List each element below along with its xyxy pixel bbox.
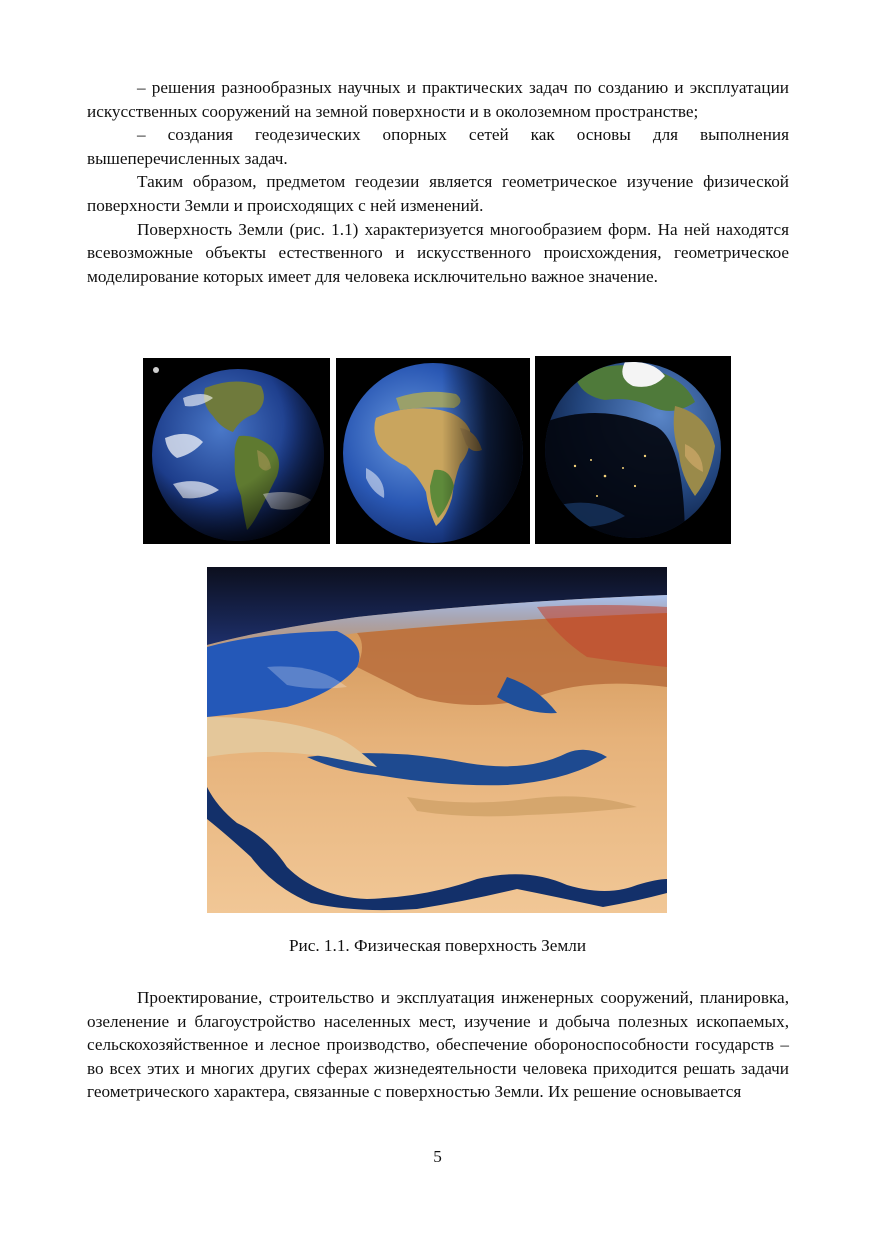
earth-africa-photo xyxy=(336,358,530,544)
text-block-bottom xyxy=(87,986,789,1104)
earth-americas-photo xyxy=(143,358,330,544)
figure-caption: Рис. 1.1. Физическая поверхность Земли xyxy=(288,936,587,955)
paragraph-bullet-2: – создания геодезических опорных сетей как основы для выполнения вышеперечисленных задач. xyxy=(87,125,789,168)
page-number: 5 xyxy=(433,1147,442,1166)
earth-arctic-night-photo xyxy=(535,356,731,544)
paragraph-bullet-1: – решения разнообразных научных и практических задач по созданию и эксплуатации искусственных сооружений на земной поверхности и в околоземном пространстве; xyxy=(87,78,789,121)
paragraph-surface: Поверхность Земли (рис. 1.1) характеризуется многообразием форм. На ней находятся всевозможные объекты естественного и искусственного происхождения, геометрическое моделирование которых имеет для человека исключительно важное значение. xyxy=(87,219,789,286)
paragraph-applications: Проектирование, строительство и эксплуатация инженерных сооружений, планировка, озеленение и благоустройство населенных мест, изучение и добыча полезных ископаемых, сельскохозяйственное и лесное производство, обеспечение обороноспособности государств – во всех этих и многих других сферах жизнедеятельности человека приходится решать задачи геометрического характера, связанные с поверхностью Земли. Их решение основывается xyxy=(87,988,789,1102)
text-block-top xyxy=(87,76,789,288)
nile-sinai-aerial-photo xyxy=(207,567,667,913)
paragraph-definition: Таким образом, предметом геодезии является геометрическое изучение физической поверхности Земли и происходящих с ней изменений. xyxy=(87,172,789,215)
